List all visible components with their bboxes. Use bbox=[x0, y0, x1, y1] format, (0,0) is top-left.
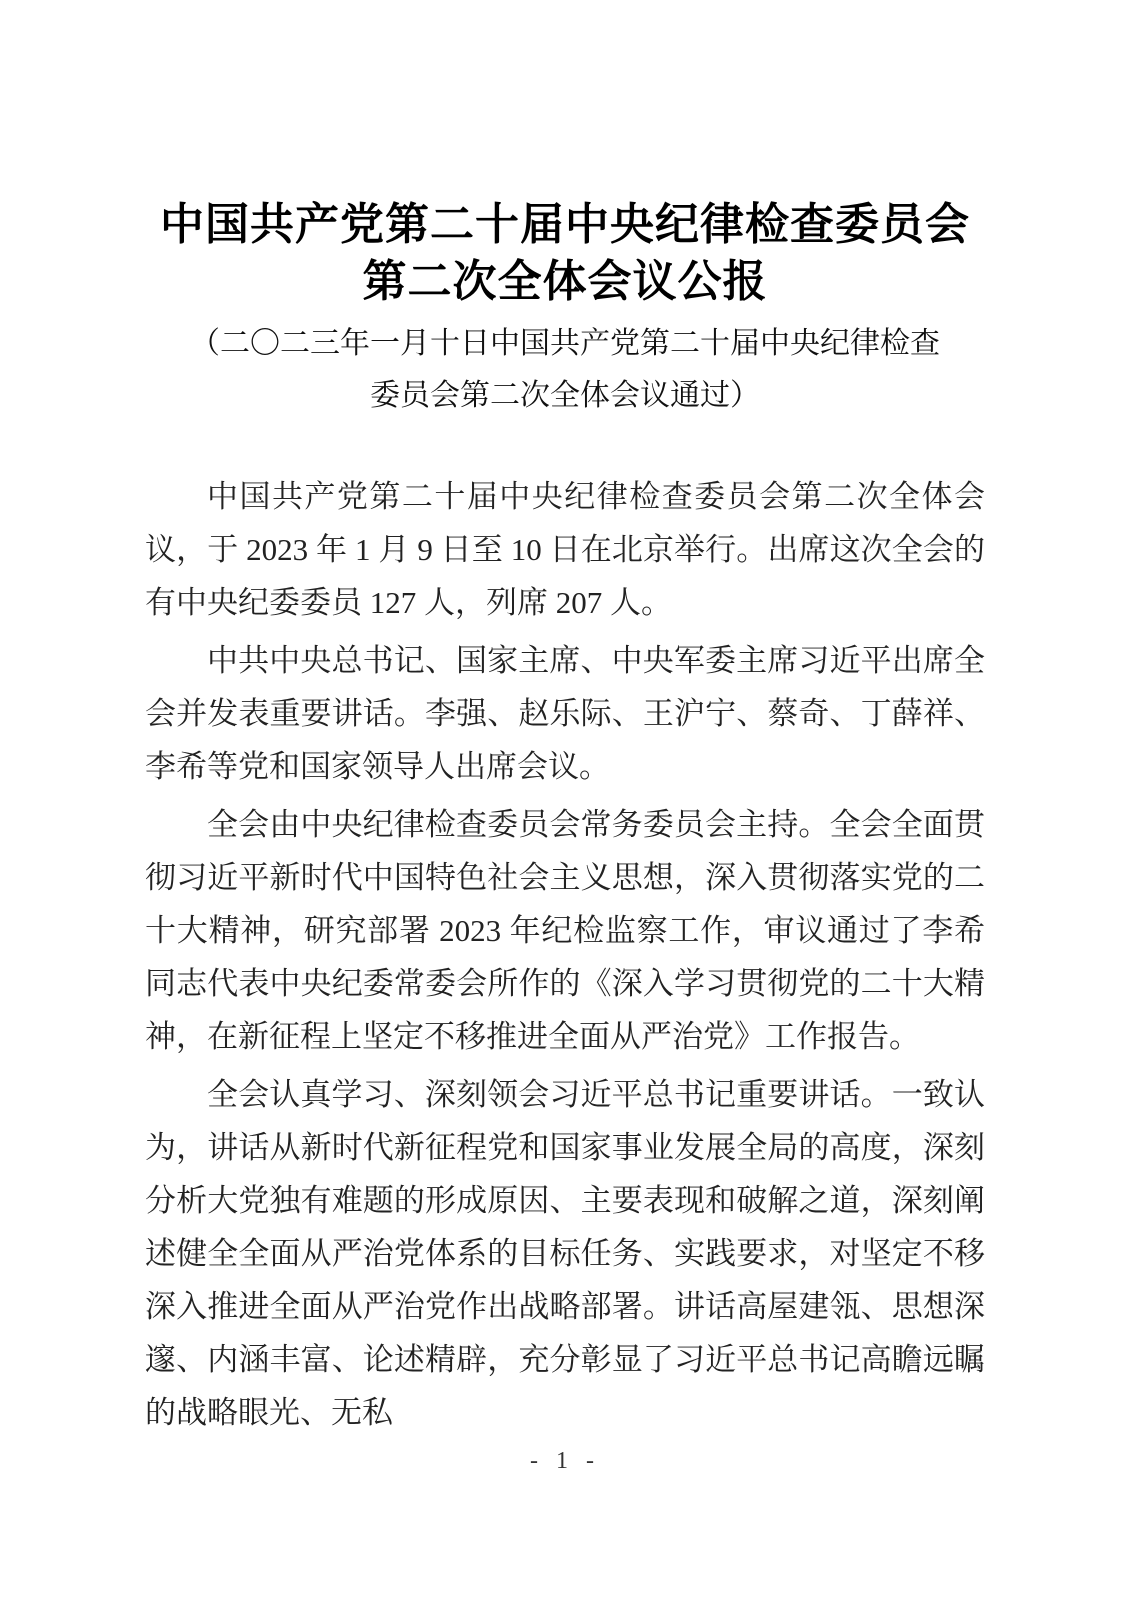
document-content bbox=[145, 196, 985, 1444]
document-subtitle bbox=[145, 318, 985, 422]
body-paragraph-4: 全会认真学习、深刻领会习近平总书记重要讲话。一致认为，讲话从新时代新征程党和国家事业发展全局的高度，深刻分析大党独有难题的形成原因、主要表现和破解之道，深刻阐述健全全面从严治党体系的目标任务、实践要求，对坚定不移深入推进全面从严治党作出战略部署。讲话高屋建瓴、思想深邃、内涵丰富、论述精辟，充分彰显了习近平总书记高瞻远瞩的战略眼光、无私 bbox=[145, 1077, 985, 1430]
document-body bbox=[145, 470, 985, 1439]
subtitle-line-1: （二〇二三年一月十日中国共产党第二十届中央纪律检查 bbox=[190, 327, 940, 360]
title-line-2: 第二次全体会议公报 bbox=[362, 257, 768, 306]
subtitle-line-2: 委员会第二次全体会议通过） bbox=[370, 379, 760, 412]
page-number-footer: - 1 - bbox=[530, 1448, 600, 1474]
body-paragraph-3: 全会由中央纪律检查委员会常务委员会主持。全会全面贯彻习近平新时代中国特色社会主义思想，深入贯彻落实党的二十大精神，研究部署 2023 年纪检监察工作，审议通过了李希同志代表中央纪委常委会所作的《深入学习贯彻党的二十大精神，在新征程上坚定不移推进全面从严治党》工作报告。 bbox=[145, 807, 985, 1054]
title-line-1: 中国共产党第二十届中央纪律检查委员会 bbox=[160, 200, 970, 249]
page-title bbox=[145, 196, 985, 310]
body-paragraph-1: 中国共产党第二十届中央纪律检查委员会第二次全体会议，于 2023 年 1 月 9 日至 10 日在北京举行。出席这次全会的有中央纪委委员 127 人，列席 207 人。 bbox=[145, 479, 985, 620]
body-paragraph-2: 中共中央总书记、国家主席、中央军委主席习近平出席全会并发表重要讲话。李强、赵乐际、王沪宁、蔡奇、丁薛祥、李希等党和国家领导人出席会议。 bbox=[145, 643, 985, 784]
